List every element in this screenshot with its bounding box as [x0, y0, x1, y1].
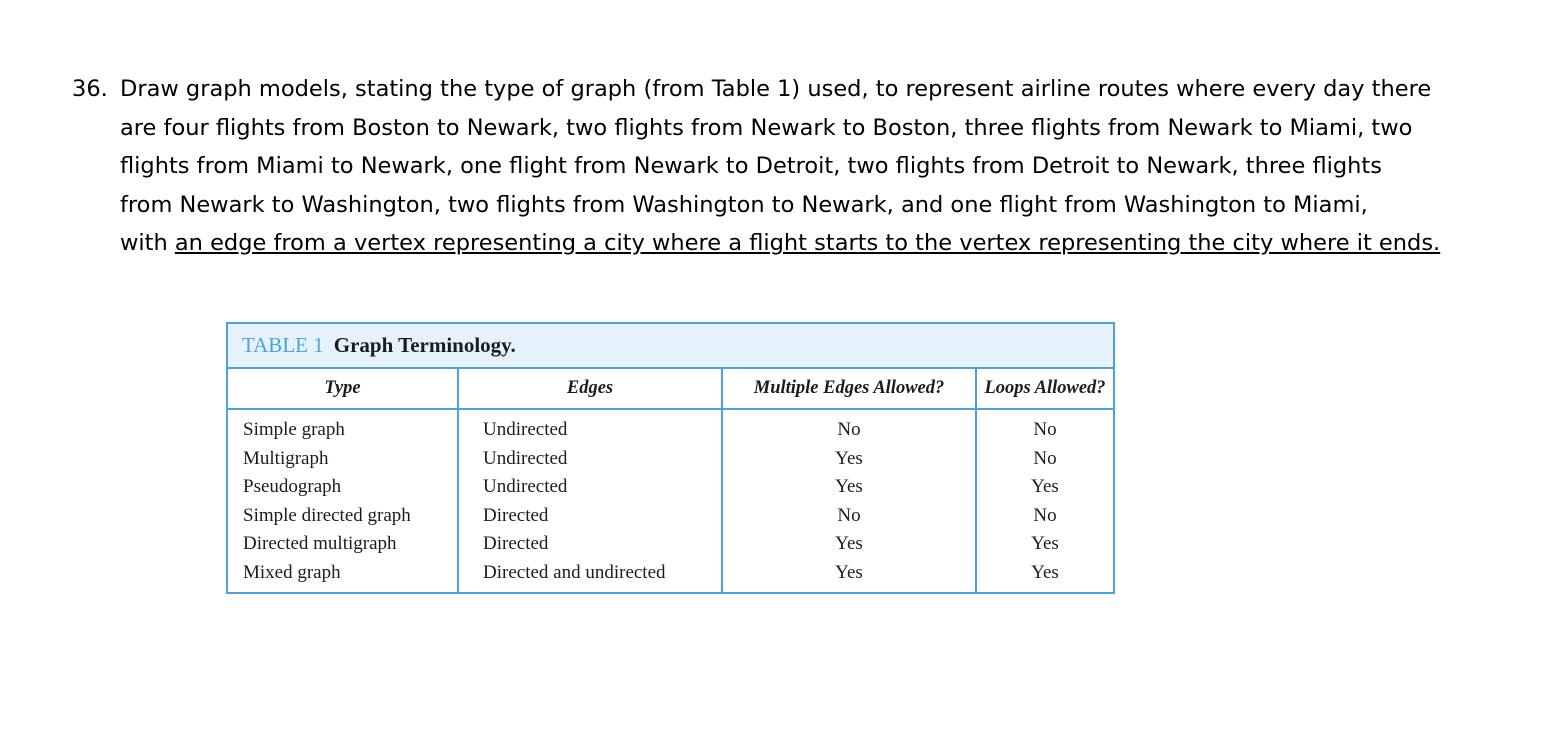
graph-terminology-table — [226, 322, 1115, 594]
cell-multiple-edges: No — [722, 409, 976, 445]
problem-number: 36. — [72, 76, 108, 102]
cell-edges: Undirected — [458, 409, 722, 445]
cell-type: Simple graph — [243, 419, 345, 441]
table-caption — [228, 324, 1113, 369]
cell-multiple-edges: Yes — [722, 559, 976, 594]
terminology-grid — [228, 369, 1113, 593]
problem-text: Draw graph models, stating the type of graph (from Table 1) used, to represent airline routes where every day there are four flights from Boston to Newark, two flights from Newark to Boston, three flights from Newark to Miami, two flights from Miami to Newark, one flight from Newark to Detroit, two flights from Detroit to Newark, three flights from Newark to Washington, two flights from Washington to Newark, and one flight from Washington to Miami, with — [120, 76, 1432, 256]
cell-loops: No — [976, 409, 1113, 445]
cell-type: Pseudograph — [243, 476, 342, 498]
cell-edges: Undirected — [458, 473, 722, 502]
cell-edges: Directed and undirected — [458, 559, 722, 594]
cell-type: Simple directed graph — [243, 504, 411, 526]
cell-multiple-edges: Yes — [722, 445, 976, 474]
table-header-row — [228, 369, 1113, 409]
table-row — [228, 559, 1113, 594]
cell-loops: Yes — [976, 473, 1113, 502]
cell-loops: No — [976, 445, 1113, 474]
cell-type: Multigraph — [243, 447, 329, 469]
table-caption-title: Graph Terminology. — [333, 333, 516, 357]
cell-loops: Yes — [976, 559, 1113, 594]
cell-edges: Directed — [458, 530, 722, 559]
problem-underlined-text: an edge from a vertex representing a city where a flight starts to the vertex representing the city where it ends. — [174, 230, 1441, 256]
cell-loops: No — [976, 502, 1113, 531]
header-edges: Edges — [458, 369, 722, 409]
table-row — [228, 530, 1113, 559]
cell-edges: Directed — [458, 502, 722, 531]
cell-multiple-edges: No — [722, 502, 976, 531]
cell-type: Directed multigraph — [243, 533, 397, 555]
header-multiple-edges: Multiple Edges Allowed? — [722, 369, 976, 409]
cell-multiple-edges: Yes — [722, 473, 976, 502]
cell-edges: Undirected — [458, 445, 722, 474]
table-row — [228, 502, 1113, 531]
table-row — [228, 445, 1113, 474]
table-caption-label: TABLE 1 — [242, 333, 324, 357]
cell-type: Mixed graph — [243, 561, 341, 583]
problem-statement — [72, 70, 1492, 263]
header-type: Type — [228, 369, 458, 409]
problem-text-block — [120, 70, 1492, 263]
cell-loops: Yes — [976, 530, 1113, 559]
table-row — [228, 473, 1113, 502]
table-row — [228, 409, 1113, 445]
cell-multiple-edges: Yes — [722, 530, 976, 559]
header-loops: Loops Allowed? — [976, 369, 1113, 409]
